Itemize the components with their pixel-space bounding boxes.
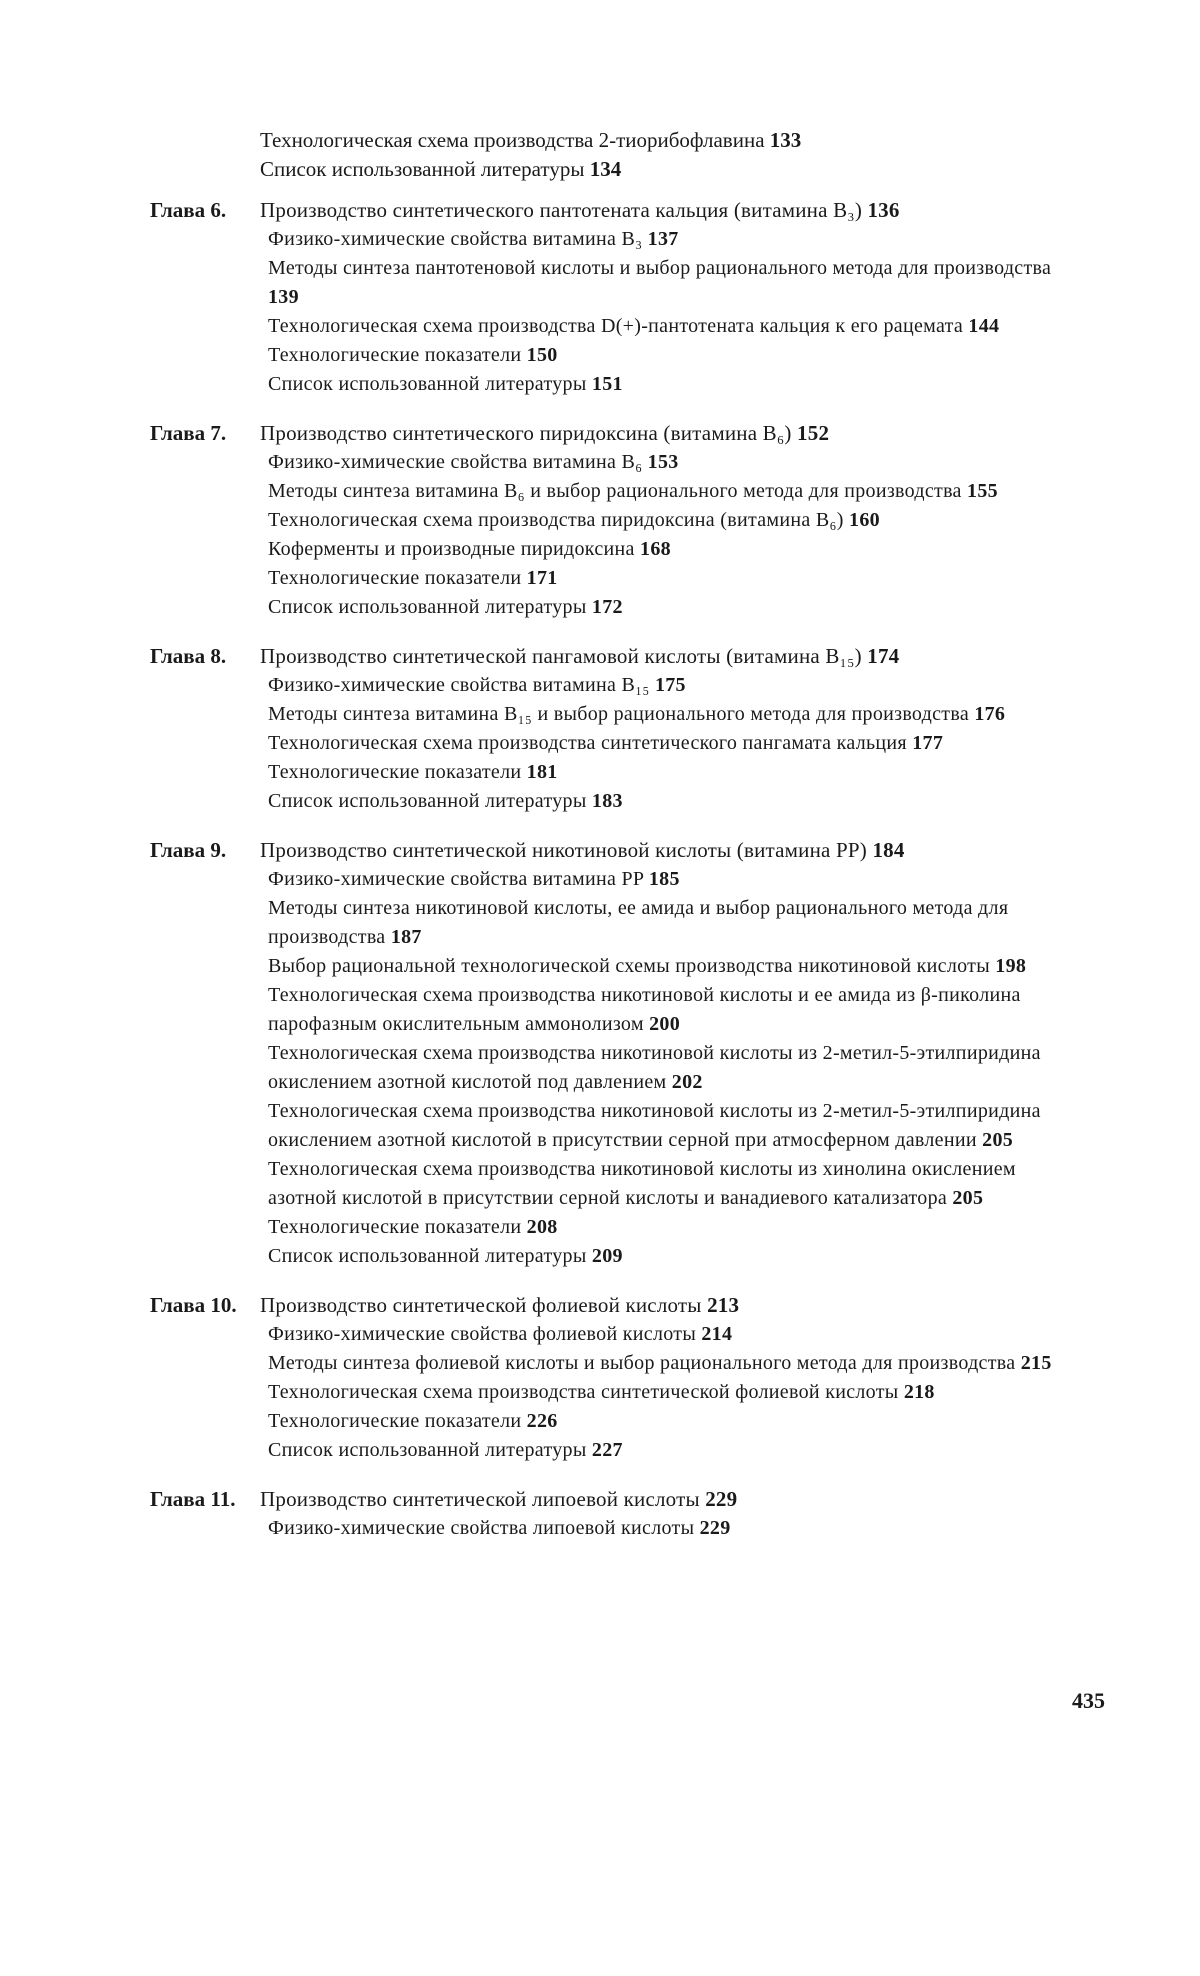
chapter-title-text: Производство синтетической никотиновой кислоты (витамина PP) [260,838,867,862]
toc-entry [260,155,1070,184]
toc-entry-text: Технологические показатели [268,567,522,589]
toc-entry-text: Технологическая схема производства 2-тиорибофлавина [260,128,765,152]
toc-entry-text: Технологические показатели [268,761,522,783]
toc-entry-page: 183 [591,790,623,812]
toc-entry [268,952,1070,981]
chapter-page: 213 [707,1293,740,1317]
toc-entry-page: 137 [647,228,679,250]
toc-entry-page: 151 [591,373,623,395]
chapter-label: Глава 10. [150,1293,237,1317]
toc-entry-page: 198 [995,955,1027,977]
toc-entry-text: Методы синтеза пантотеновой кислоты и выбор рационального метода для производства [268,257,1052,279]
toc-entry [268,564,1070,593]
page-number: 435 [1072,1688,1105,1713]
chapter-block [150,1485,1070,1543]
toc-entry [268,535,1070,564]
chapter-block [150,1291,1070,1465]
toc-entry-page: 209 [591,1245,623,1267]
toc-entry [268,981,1070,1039]
chapter-title-text: Производство синтетической липоевой кислоты [260,1487,700,1511]
chapter-title [260,1485,1070,1514]
chapter-page: 184 [872,838,905,862]
chapter-title-text: Производство синтетического пиридоксина (витамина B₆) [260,421,792,445]
toc-entry-page: 227 [591,1439,623,1461]
chapter-label: Глава 8. [150,644,227,668]
chapter-sections [260,865,1070,1271]
toc-entry-text: Физико-химические свойства фолиевой кислоты [268,1323,697,1345]
toc-entry [268,1436,1070,1465]
toc-entry-text: Методы синтеза витамина B₁₅ и выбор рационального метода для производства [268,703,970,725]
toc-entry [268,341,1070,370]
toc-entry-text: Технологическая схема производства никотиновой кислоты из 2-метил-5-этилпиридина окислением азотной кислотой в присутствии серной при атмосферном давлении [268,1100,1041,1151]
toc-entry-text: Физико-химические свойства витамина B₆ [268,451,643,473]
chapter-title [260,419,1070,448]
toc-entry [268,1039,1070,1097]
toc-entry-text: Методы синтеза фолиевой кислоты и выбор рационального метода для производства [268,1352,1016,1374]
chapter-sections [260,225,1070,399]
chapter-title-text: Производство синтетической пангамовой кислоты (витамина B₁₅) [260,644,862,668]
toc-entry-text: Выбор рациональной технологической схемы производства никотиновой кислоты [268,955,990,977]
toc-entry [268,729,1070,758]
toc-entry-page: 208 [526,1216,558,1238]
toc-entry-text: Методы синтеза витамина B₆ и выбор рационального метода для производства [268,480,962,502]
toc-entry-text: Список использованной литературы [268,790,587,812]
toc-entry [268,370,1070,399]
toc-entry-page: 175 [654,674,686,696]
toc-entry [268,593,1070,622]
toc-entry-text: Список использованной литературы [268,1245,587,1267]
toc-entry-text: Технологические показатели [268,1216,522,1238]
toc-entry [268,894,1070,952]
toc-entry-page: 202 [671,1071,703,1093]
toc-entry [268,254,1070,312]
chapter-sections [260,1514,1070,1543]
toc-entry-text: Технологическая схема производства синтетического пангамата кальция [268,732,907,754]
toc-entry-text: Технологическая схема производства пиридоксина (витамина B₆) [268,509,844,531]
toc-entry-text: Технологические показатели [268,344,522,366]
toc-entry-page: 172 [591,596,623,618]
toc-entry-page: 139 [268,286,299,308]
toc-entry [268,1242,1070,1271]
toc-entry-page: 171 [526,567,558,589]
toc-entry-text: Технологическая схема производства никотиновой кислоты и ее амида из β-пиколина парофазным окислительным аммонолизом [268,984,1021,1035]
toc-entry [268,225,1070,254]
toc-entry-page: 168 [640,538,671,560]
toc-entry-page: 205 [952,1187,984,1209]
toc-entry-text: Технологическая схема производства D(+)-пантотената кальция к его рацемата [268,315,964,337]
toc-entry-text: Список использованной литературы [268,1439,587,1461]
chapter-page: 152 [797,421,830,445]
toc-entry [268,477,1070,506]
chapter-page: 174 [867,644,900,668]
chapter-title-text: Производство синтетического пантотената кальция (витамина B₃) [260,198,863,222]
toc-entry-text: Физико-химические свойства витамина B₁₅ [268,674,650,696]
toc-entry-text: Физико-химические свойства витамина B₃ [268,228,643,250]
toc-entry-page: 218 [903,1381,935,1403]
toc-entry [268,1514,1070,1543]
toc-entry-page: 144 [968,315,1000,337]
toc-entry [268,312,1070,341]
toc-entry-text: Технологическая схема производства синтетической фолиевой кислоты [268,1381,899,1403]
toc-entry [268,1407,1070,1436]
toc-entry [268,1213,1070,1242]
toc-entry-page: 185 [648,868,680,890]
chapter-title [260,642,1070,671]
chapter-label: Глава 6. [150,198,227,222]
toc-entry [268,1320,1070,1349]
toc-entry [268,787,1070,816]
toc-entry-text: Коферменты и производные пиридоксина [268,538,635,560]
chapter-label: Глава 11. [150,1487,236,1511]
toc-entry [268,758,1070,787]
toc-entry-page: 150 [526,344,558,366]
toc-entry-text: Список использованной литературы [268,373,587,395]
toc-entry-page: 215 [1020,1352,1052,1374]
toc-entry [268,1097,1070,1155]
toc-entry-page: 155 [967,480,998,502]
toc-entry-page: 160 [849,509,880,531]
chapter-block [150,419,1070,622]
toc-entry [260,126,1070,155]
toc-entry-text: Технологическая схема производства никотиновой кислоты из 2-метил-5-этилпиридина окислением азотной кислотой под давлением [268,1042,1041,1093]
chapter-page: 136 [867,198,900,222]
toc-entry-page: 134 [589,157,622,181]
toc-entry-page: 153 [647,451,679,473]
toc-entry-page: 214 [701,1323,733,1345]
chapter-sections [260,448,1070,622]
toc-entry-page: 205 [982,1129,1014,1151]
chapter-title [260,1291,1070,1320]
chapter-list [150,196,1070,1543]
toc-entry-text: Физико-химические свойства витамина PP [268,868,644,890]
toc-entry-page: 226 [526,1410,558,1432]
toc-entry [268,700,1070,729]
toc-entry-text: Технологическая схема производства никотиновой кислоты из хинолина окислением азотной кислотой в присутствии серной кислоты и ванадиевого катализатора [268,1158,1016,1209]
toc-entry [268,448,1070,477]
toc-entry-page: 200 [649,1013,680,1035]
chapter-title [260,836,1070,865]
chapter-block [150,196,1070,399]
toc-entry [268,1349,1070,1378]
chapter-title-text: Производство синтетической фолиевой кислоты [260,1293,702,1317]
toc-entry [268,506,1070,535]
chapter-page: 229 [705,1487,738,1511]
toc-entry-text: Список использованной литературы [268,596,587,618]
toc-entry-page: 229 [699,1517,731,1539]
chapter-label: Глава 9. [150,838,227,862]
toc-entry-page: 177 [912,732,944,754]
toc-entry-page: 176 [974,703,1006,725]
toc-entry-page: 181 [526,761,558,783]
chapter-title [260,196,1070,225]
chapter-sections [260,671,1070,816]
toc-entry-text: Технологические показатели [268,1410,522,1432]
chapter-block [150,642,1070,816]
toc-entry-page: 187 [390,926,422,948]
toc-entry [268,671,1070,700]
chapter-sections [260,1320,1070,1465]
toc-entry-page: 133 [769,128,802,152]
toc-entry [268,1378,1070,1407]
toc-entry [268,1155,1070,1213]
toc-entry-text: Физико-химические свойства липоевой кислоты [268,1517,695,1539]
toc-entry-text: Методы синтеза никотиновой кислоты, ее амида и выбор рационального метода для производства [268,897,1009,948]
table-of-contents [150,126,1070,1563]
toc-entry-text: Список использованной литературы [260,157,585,181]
toc-entry [268,865,1070,894]
lead-entries [150,126,1070,184]
chapter-block [150,836,1070,1271]
chapter-label: Глава 7. [150,421,227,445]
